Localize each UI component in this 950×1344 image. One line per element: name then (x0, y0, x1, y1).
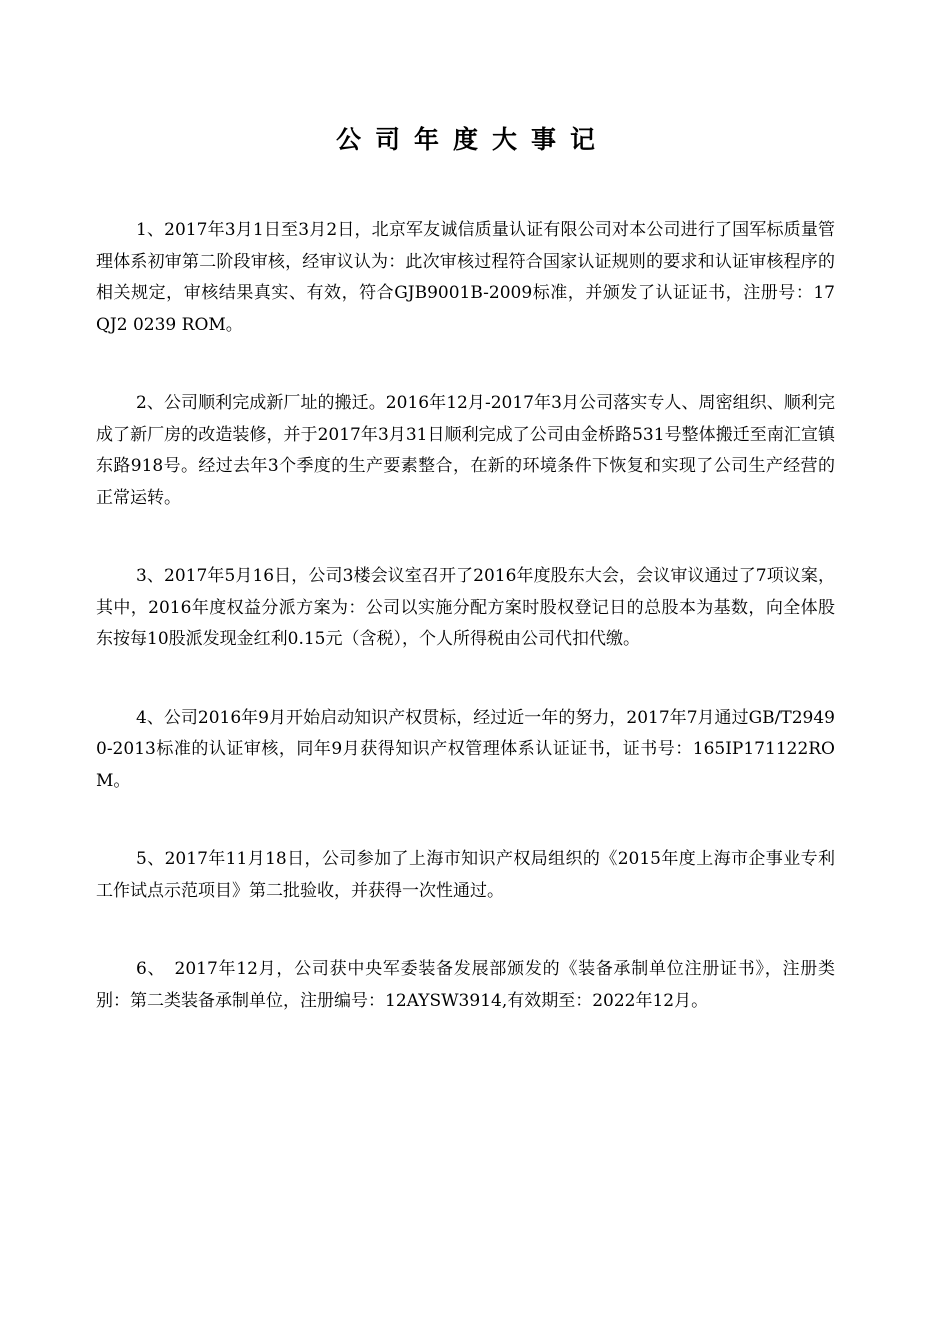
paragraph-4: 4、公司2016年9月开始启动知识产权贯标，经过近一年的努力，2017年7月通过GB/T29490-2013标准的认证审核，同年9月获得知识产权管理体系认证证书，证书号：165IP171122ROM。 (96, 707, 835, 791)
paragraph-3: 3、2017年5月16日，公司3楼会议室召开了2016年度股东大会，会议审议通过了7项议案，其中，2016年度权益分派方案为：公司以实施分配方案时股权登记日的总股本为基数，向全体股东按每10股派发现金红利0.15元（含税），个人所得税由公司代扣代缴。 (96, 566, 835, 649)
document-title: 公司年度大事记 (335, 125, 609, 154)
paragraph-5: 5、2017年11月18日，公司参加了上海市知识产权局组织的《2015年度上海市企事业专利工作试点示范项目》第二批验收，并获得一次性通过。 (96, 849, 835, 901)
paragraph-6: 6、 2017年12月，公司获中央军委装备发展部颁发的《装备承制单位注册证书》，注册类别：第二类装备承制单位，注册编号：12AYSW3914,有效期至：2022年12月。 (96, 959, 835, 1011)
paragraph-1: 1、2017年3月1日至3月2日，北京军友诚信质量认证有限公司对本公司进行了国军标质量管理体系初审第二阶段审核，经审议认为：此次审核过程符合国家认证规则的要求和认证审核程序的相关规定，审核结果真实、有效，符合GJB9001B-2009标准，并颁发了认证证书，注册号：17 QJ2 0239 ROM。 (96, 220, 835, 335)
document-body (96, 215, 835, 1017)
paragraph-2: 2、公司顺利完成新厂址的搬迁。2016年12月-2017年3月公司落实专人、周密组织、顺利完成了新厂房的改造装修，并于2017年3月31日顺利完成了公司由金桥路531号整体搬迁至南汇宣镇东路918号。经过去年3个季度的生产要素整合，在新的环境条件下恢复和实现了公司生产经营的正常运转。 (96, 393, 835, 508)
